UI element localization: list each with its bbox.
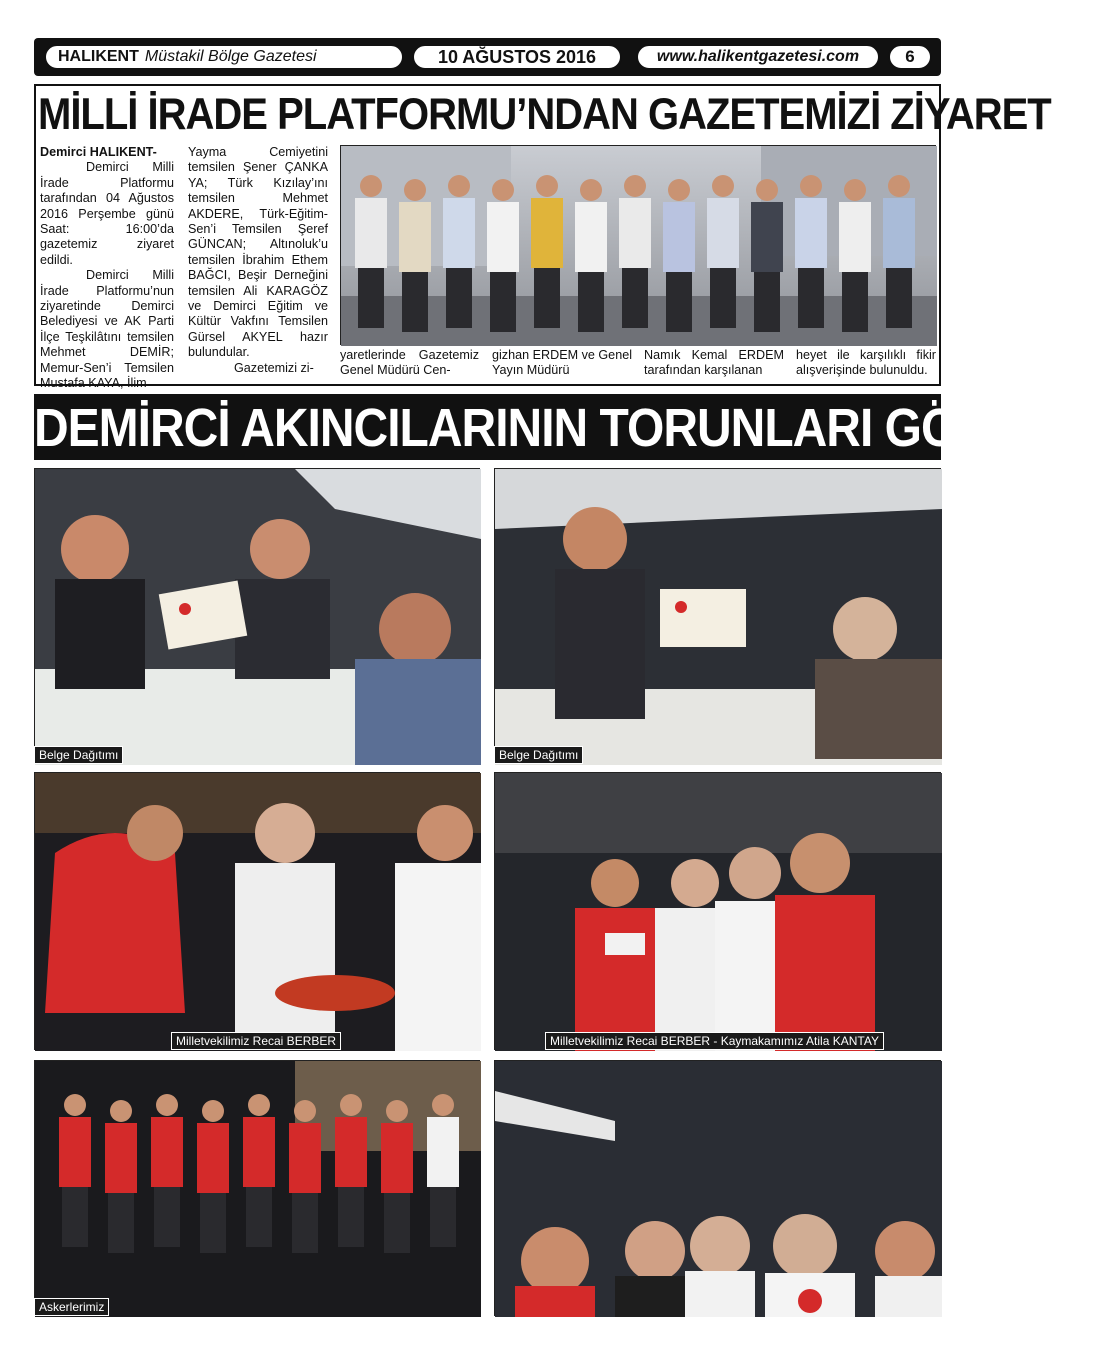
soldier-figure [62,1187,88,1247]
photo-caption-4: Milletvekilimiz Recai BERBER - Kaymakamımız Atila KANTAY [545,1032,884,1050]
masthead [44,44,404,70]
soldier-figure [427,1117,459,1187]
article1-dateline: Demirci HALIKENT- [40,145,157,159]
soldier-figure [59,1117,91,1187]
group-photo-person [883,198,915,268]
paper-subtitle: Müstakil Bölge Gazetesi [144,48,317,65]
group-photo-person [800,175,822,197]
soldier-figure [154,1187,180,1247]
soldier-figure [156,1094,178,1116]
group-photo-person [844,179,866,201]
photo-certificate-2 [494,468,941,764]
group-photo-person [710,268,736,328]
photo-certificate-1 [34,468,480,764]
soldier-figure [294,1100,316,1122]
soldier-figure [64,1094,86,1116]
group-photo-person [399,202,431,272]
group-photo-person [531,198,563,268]
article2-headline: DEMİRCİ AKINCILARININ TORUNLARI GÖREVDE [34,399,1118,459]
soldier-figure [292,1193,318,1253]
article1-paragraph-1: Demirci Milli İrade Platformu tarafından 04 Ağustos 2016 Perşembe günü Saat: 16:00’da gazetemiz ziyaret edildi. [40,160,174,267]
soldier-figure [340,1094,362,1116]
group-photo-person [842,272,868,332]
soldier-figure [335,1117,367,1187]
group-photo-person [487,202,519,272]
group-photo-person [404,179,426,201]
photo-deputy-2 [494,772,941,1050]
soldier-figure [384,1193,410,1253]
soldier-figure [248,1094,270,1116]
group-photo-person [624,175,646,197]
article1-bottom-col-4: heyet ile karşılıklı fikir alışverişinde bulunuldu. [796,348,936,378]
group-photo-person [666,272,692,332]
photo-caption-1: Belge Dağıtımı [34,746,123,764]
group-photo-person [888,175,910,197]
group-photo-person [448,175,470,197]
article1-bottom-col-2: gizhan ERDEM ve Genel Yayın Müdürü [492,348,632,378]
article1-paragraph-2: Demirci Milli İrade Platformu’nun ziyaretinde Demirci Belediyesi ve AK Parti İlçe Teşkilâtını temsilen Mehmet DEMİR; Memur-Sen’i Temsilen Mustafa KAYA, İlim [40,268,174,391]
soldier-figure [110,1100,132,1122]
page-number: 6 [888,44,932,70]
group-photo-person [580,179,602,201]
soldier-figure [200,1193,226,1253]
photo-crowd [494,1060,941,1316]
issue-date: 10 AĞUSTOS 2016 [412,44,622,70]
group-photo-person [712,175,734,197]
article1-bottom-col-1: yaretlerinde Gazetemiz Genel Müdürü Cen- [340,348,479,378]
group-photo-person [751,202,783,272]
soldier-figure [289,1123,321,1193]
soldier-figure [386,1100,408,1122]
photo-caption-3: Milletvekilimiz Recai BERBER [171,1032,341,1050]
group-photo-person [619,198,651,268]
group-photo-person [756,179,778,201]
group-photo-person [492,179,514,201]
soldier-figure [202,1100,224,1122]
group-photo-person [490,272,516,332]
group-photo-person [443,198,475,268]
group-photo-person [355,198,387,268]
soldier-figure [381,1123,413,1193]
soldier-figure [338,1187,364,1247]
soldier-figure [243,1117,275,1187]
soldier-figure [246,1187,272,1247]
group-photo-person [575,202,607,272]
photo-caption-5: Askerlerimiz [34,1298,109,1316]
article1-column-2 [188,145,328,376]
soldier-figure [197,1123,229,1193]
group-photo [340,145,936,345]
article1-column-1 [40,145,174,392]
group-photo-person [795,198,827,268]
soldier-figure [108,1193,134,1253]
group-photo-person [536,175,558,197]
soldier-figure [105,1123,137,1193]
soldier-figure [430,1187,456,1247]
soldier-figure [151,1117,183,1187]
photo-deputy-1 [34,772,480,1050]
group-photo-person [798,268,824,328]
group-photo-person [663,202,695,272]
group-photo-person [839,202,871,272]
group-photo-person [534,268,560,328]
article1-paragraph-4: Gazetemizi zi- [234,360,314,375]
website-link[interactable]: www.halikentgazetesi.com [636,44,880,70]
group-photo-person [578,272,604,332]
soldier-figure [432,1094,454,1116]
photo-caption-2: Belge Dağıtımı [494,746,583,764]
group-photo-person [446,268,472,328]
group-photo-person [402,272,428,332]
group-photo-person [668,179,690,201]
group-photo-person [358,268,384,328]
group-photo-person [754,272,780,332]
group-photo-person [886,268,912,328]
photo-soldiers [34,1060,480,1316]
article1-headline: MİLLİ İRADE PLATFORMU’NDAN GAZETEMİZİ ZİYARET [38,90,1051,140]
article1-bottom-col-3: Namık Kemal ERDEM tarafından karşılanan [644,348,784,378]
article1-paragraph-3: Yayma Cemiyetini temsilen Şener ÇANKA YA; Türk Kızılay’ını temsilen Mehmet AKDERE, Türk-Eğitim-Sen’i Temsilen Şeref GÜNCAN; Altınoluk’u temsilen İbrahim Ethem BAĞCI, Beşir Derneğini temsilen Ali KARAGÖZ ve Demirci Eğitim ve Kültür Vakfını Temsilen Gürsel AKYEL hazır bulundular. [188,145,328,360]
group-photo-person [360,175,382,197]
group-photo-person [622,268,648,328]
paper-name: HALIKENT [58,48,139,65]
group-photo-person [707,198,739,268]
